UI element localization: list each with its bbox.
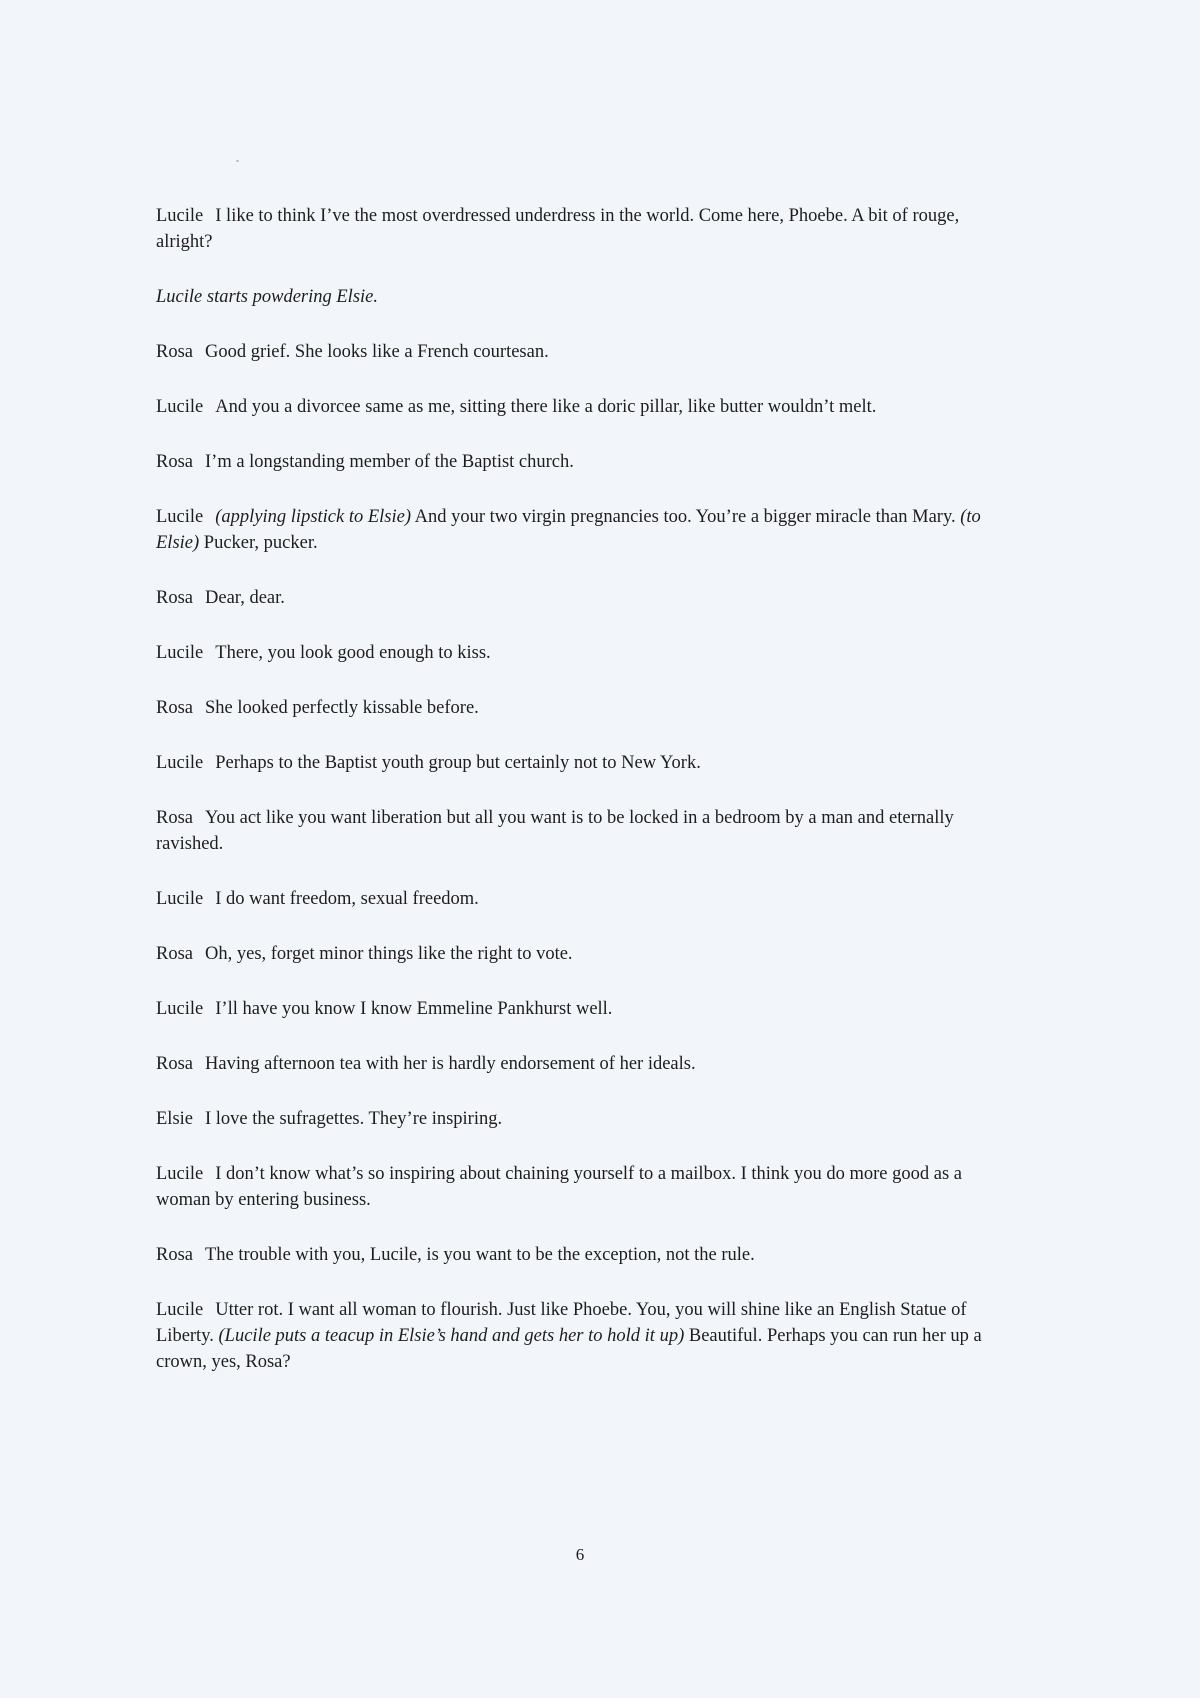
dialogue-line	[156, 394, 1016, 420]
dialogue-text: I don’t know what’s so inspiring about chaining yourself to a mailbox. I think you do more good as a woman by entering business.	[156, 1164, 963, 1210]
dialogue-text: I like to think I’ve the most overdressed underdress in the world. Come here, Phoebe. A bit of rouge, alright?	[156, 206, 960, 252]
page-number: 6	[575, 1545, 585, 1564]
dialogue-text: I do want freedom, sexual freedom.	[215, 889, 479, 909]
speaker-name: Lucile	[156, 397, 204, 417]
stage-direction-text: Lucile starts powdering Elsie.	[156, 287, 378, 307]
speaker-name: Rosa	[156, 944, 193, 964]
dialogue-text: And you a divorcee same as me, sitting there like a doric pillar, like butter wouldn’t melt.	[215, 397, 877, 417]
dialogue-text: You act like you want liberation but all you want is to be locked in a bedroom by a man and eternally ravished.	[156, 808, 954, 854]
speaker-name: Lucile	[156, 1164, 204, 1184]
speaker-name: Lucile	[156, 999, 204, 1019]
speaker-name: Rosa	[156, 342, 193, 362]
speaker-name: Rosa	[156, 808, 193, 828]
dialogue-line	[156, 1242, 1016, 1268]
stage-direction-text: (Lucile puts a teacup in Elsie’s hand and gets her to hold it up)	[218, 1326, 685, 1346]
stage-direction-text: (applying lipstick to Elsie)	[215, 507, 412, 527]
paper-speck	[236, 160, 239, 162]
dialogue-text: Utter rot. I want all woman to flourish. Just like Phoebe. You, you will shine like an English Statue of Liberty.	[156, 1300, 967, 1346]
speaker-name: Lucile	[156, 643, 204, 663]
dialogue-text: Perhaps to the Baptist youth group but certainly not to New York.	[215, 753, 701, 773]
dialogue-line	[156, 886, 1016, 912]
dialogue-text: I’m a longstanding member of the Baptist church.	[205, 452, 574, 472]
speaker-name: Rosa	[156, 698, 193, 718]
dialogue-text: And your two virgin pregnancies too. You’re a bigger miracle than Mary.	[411, 507, 961, 527]
speaker-name: Rosa	[156, 1245, 193, 1265]
dialogue-text: She looked perfectly kissable before.	[205, 698, 479, 718]
dialogue-text: Dear, dear.	[205, 588, 285, 608]
dialogue-text: I’ll have you know I know Emmeline Pankhurst well.	[215, 999, 613, 1019]
dialogue-line	[156, 339, 1016, 365]
speaker-name: Lucile	[156, 507, 204, 527]
dialogue-text: The trouble with you, Lucile, is you want to be the exception, not the rule.	[205, 1245, 755, 1265]
dialogue-text: Oh, yes, forget minor things like the right to vote.	[205, 944, 573, 964]
dialogue-line	[156, 996, 1016, 1022]
dialogue-line	[156, 1051, 1016, 1077]
dialogue-text: I love the sufragettes. They’re inspiring.	[205, 1109, 503, 1129]
speaker-name: Lucile	[156, 1300, 204, 1320]
dialogue-line	[156, 449, 1016, 475]
speaker-name: Rosa	[156, 1054, 193, 1074]
dialogue-line	[156, 1297, 1016, 1375]
script-body	[156, 203, 1016, 1404]
dialogue-line	[156, 695, 1016, 721]
dialogue-line	[156, 1161, 1016, 1213]
dialogue-text: Beautiful. Perhaps you can run her up a crown, yes, Rosa?	[156, 1326, 982, 1372]
stage-direction	[156, 284, 1016, 310]
dialogue-line	[156, 805, 1016, 857]
dialogue-line	[156, 1106, 1016, 1132]
speaker-name: Rosa	[156, 452, 193, 472]
dialogue-line	[156, 203, 1016, 255]
dialogue-line	[156, 585, 1016, 611]
stage-direction-text: (to Elsie)	[156, 507, 981, 553]
speaker-name: Lucile	[156, 206, 204, 226]
speaker-name: Lucile	[156, 753, 204, 773]
dialogue-text: Good grief. She looks like a French courtesan.	[205, 342, 549, 362]
dialogue-line	[156, 941, 1016, 967]
dialogue-text: There, you look good enough to kiss.	[215, 643, 491, 663]
dialogue-line	[156, 640, 1016, 666]
speaker-name: Lucile	[156, 889, 204, 909]
dialogue-text: Having afternoon tea with her is hardly endorsement of her ideals.	[205, 1054, 696, 1074]
speaker-name: Elsie	[156, 1109, 193, 1129]
speaker-name: Rosa	[156, 588, 193, 608]
dialogue-line	[156, 504, 1016, 556]
dialogue-line	[156, 750, 1016, 776]
dialogue-text: Pucker, pucker.	[199, 533, 318, 553]
